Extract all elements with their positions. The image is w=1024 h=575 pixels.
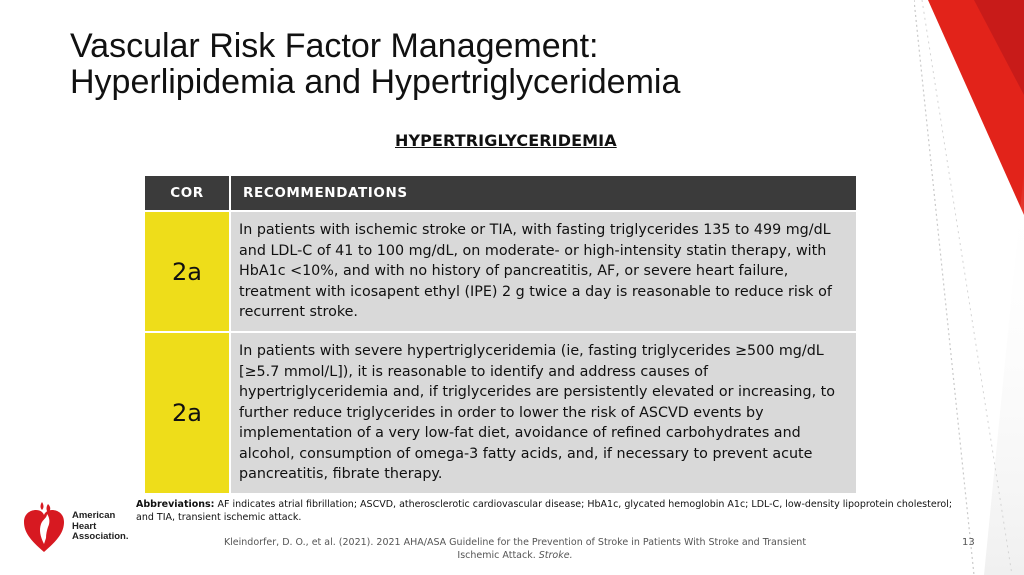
recommendations-table: [145, 176, 856, 495]
corner-decoration: [914, 0, 1024, 575]
recommendation-text: In patients with severe hypertriglyceridemia (ie, fasting triglycerides ≥500 mg/dL [≥5.7 mmol/L]), it is reasonable to identify and address causes of hypertriglyceridemia and, if triglycerides are persistently elevated or increasing, to further reduce triglycerides in order to lower the risk of ASCVD events by implementation of a very low-fat diet, avoidance of refined carbohydrates and alcohol, consumption of omega-3 fatty acids, and, if necessary to prevent acute pancreatitis, fibrate therapy.: [231, 333, 856, 495]
header-recommendations: RECOMMENDATIONS: [231, 176, 856, 212]
recommendation-text: In patients with ischemic stroke or TIA, with fasting triglycerides 135 to 499 mg/dL and LDL-C of 41 to 100 mg/dL, on moderate- or high-intensity statin therapy, with HbA1c <10%, and with no history of pancreatitis, AF, or severe heart failure, treatment with icosapent ethyl (IPE) 2 g twice a day is reasonable to reduce risk of recurrent stroke.: [231, 212, 856, 333]
logo-line-3: Association.: [72, 531, 129, 543]
abbreviations-label: Abbreviations:: [136, 499, 215, 510]
header-cor: COR: [145, 176, 231, 212]
title-line-1: Vascular Risk Factor Management:: [70, 27, 599, 65]
aha-heart-torch-logo-icon: [22, 500, 66, 554]
abbreviations-note: [136, 499, 956, 524]
table-row: [145, 333, 856, 495]
title-line-2: Hyperlipidemia and Hypertriglyceridemia: [70, 63, 681, 101]
table-row: [145, 212, 856, 333]
slide-title: [70, 28, 680, 100]
citation-text: Kleindorfer, D. O., et al. (2021). 2021 AHA/ASA Guideline for the Prevention of Stroke in Patients With Stroke and Transient Ischemic Attack.: [223, 537, 807, 561]
section-heading: HYPERTRIGLYCERIDEMIA: [395, 131, 617, 150]
logo-line-2: Heart: [72, 520, 97, 532]
abbreviations-text: AF indicates atrial fibrillation; ASCVD, atherosclerotic cardiovascular disease; HbA1c, glycated hemoglobin A1c; LDL-C, low-density lipoprotein cholesterol; and TIA, transient ischemic attack.: [136, 499, 953, 523]
logo-line-1: American: [72, 510, 116, 522]
table-header-row: [145, 176, 856, 212]
citation: [215, 537, 815, 562]
citation-journal: Stroke.: [538, 549, 573, 561]
cor-value: 2a: [145, 333, 231, 495]
page-number: 13: [962, 537, 975, 548]
aha-logo-text: [72, 511, 129, 543]
aha-logo: [22, 500, 129, 554]
cor-value: 2a: [145, 212, 231, 333]
